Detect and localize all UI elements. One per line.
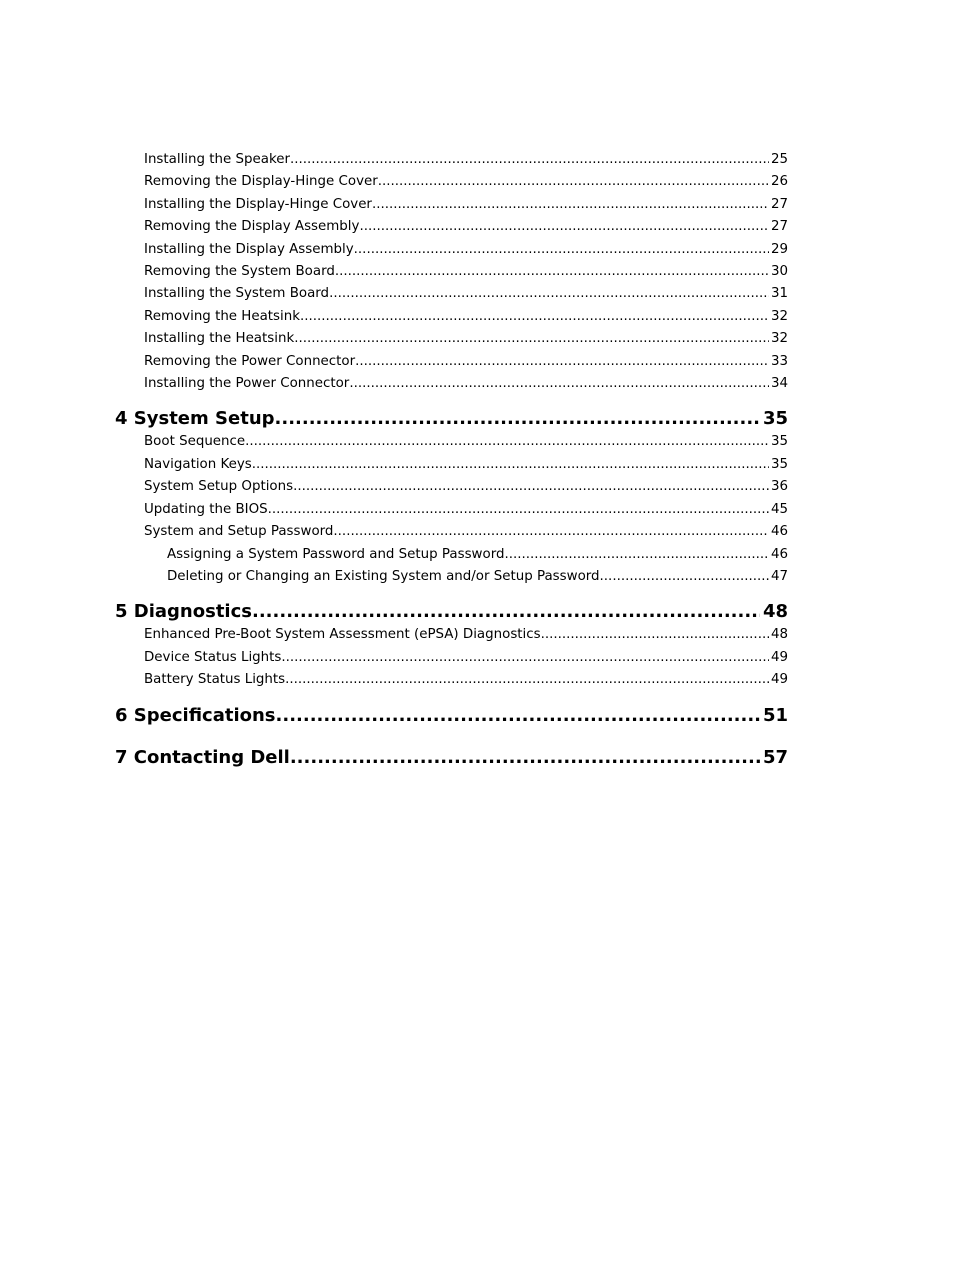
toc-entry-page: 33 [770,353,788,369]
toc-entry-title: Enhanced Pre-Boot System Assessment (ePSA) Diagnostics [144,627,541,643]
toc-entry-page: 26 [770,174,788,190]
toc-entry[interactable] [115,431,788,453]
toc-entry[interactable] [115,624,788,646]
toc-entry[interactable] [115,351,788,373]
toc-entry[interactable] [115,476,788,498]
toc-leader-dots [541,624,769,646]
toc-leader-dots [275,408,760,430]
toc-entry[interactable] [115,499,788,521]
toc-chapter-title: 4 System Setup [115,408,275,430]
toc-entry-title: Removing the Display Assembly [144,219,360,235]
toc-chapter-page: 48 [762,601,788,623]
toc-chapter-system-setup[interactable] [115,408,788,430]
toc-entry[interactable] [115,373,788,395]
toc-chapter-specifications[interactable] [115,705,788,727]
toc-entry[interactable] [115,454,788,476]
toc-leader-dots [290,747,760,769]
toc-entry-title: Boot Sequence [144,434,246,450]
toc-entry-page: 48 [770,627,788,643]
toc-chapter-page: 57 [762,746,788,768]
toc-leader-dots [252,601,760,623]
toc-entry-title: Device Status Lights [144,649,282,665]
toc-entry-page: 34 [770,376,788,392]
toc-leader-dots [359,216,769,238]
toc-leader-dots [329,283,769,305]
toc-entry-page: 36 [770,479,788,495]
toc-entry-title: Battery Status Lights [144,672,286,688]
toc-leader-dots [300,306,769,328]
toc-entry[interactable] [115,216,788,238]
toc-entry-title: Removing the Heatsink [144,308,300,324]
toc-leader-dots [276,705,760,727]
toc-subentry[interactable] [115,544,788,566]
toc-entry[interactable] [115,328,788,350]
toc-leader-dots [335,261,769,283]
toc-leader-dots [290,149,769,171]
toc-entry-title: Removing the System Board [144,264,335,280]
toc-chapter-contacting-dell[interactable] [115,747,788,769]
toc-entry-title: Installing the Heatsink [144,331,295,347]
toc-entry[interactable] [115,521,788,543]
toc-entry-title: System Setup Options [144,479,294,495]
toc-leader-dots [285,669,769,691]
toc-entry-title: Installing the Display-Hinge Cover [144,196,372,212]
toc-entry-page: 46 [770,524,788,540]
toc-entry-title: Updating the BIOS [144,501,268,517]
toc-entry[interactable] [115,647,788,669]
toc-leader-dots [245,431,769,453]
toc-entry[interactable] [115,261,788,283]
toc-subentry-page: 47 [770,568,788,584]
toc-entry-title: Installing the System Board [144,286,330,302]
toc-entry-page: 32 [770,308,788,324]
toc-entry-page: 29 [770,241,788,257]
toc-entry-title: Removing the Display-Hinge Cover [144,174,378,190]
toc-entry-title: Installing the Display Assembly [144,241,354,257]
toc-chapter-page: 51 [762,704,788,726]
toc-subentry-title: Assigning a System Password and Setup Password [167,546,505,562]
toc-entry[interactable] [115,149,788,171]
table-of-contents [115,149,788,770]
toc-entry[interactable] [115,171,788,193]
toc-subentry[interactable] [115,566,788,588]
toc-leader-dots [293,476,769,498]
toc-leader-dots [372,194,769,216]
toc-leader-dots [504,544,768,566]
toc-entry-page: 49 [770,649,788,665]
toc-entry-page: 32 [770,331,788,347]
toc-leader-dots [378,171,769,193]
toc-chapter-page: 35 [762,408,788,430]
toc-entry[interactable] [115,239,788,261]
toc-leader-dots [294,328,769,350]
toc-entry-page: 35 [770,434,788,450]
toc-leader-dots [281,647,769,669]
toc-leader-dots [355,351,769,373]
toc-entry[interactable] [115,669,788,691]
toc-entry-title: System and Setup Password [144,524,334,540]
toc-entry-page: 30 [770,264,788,280]
toc-chapter-title: 6 Specifications [115,704,276,726]
toc-entry-page: 35 [770,456,788,472]
toc-subentry-page: 46 [770,546,788,562]
toc-entry[interactable] [115,194,788,216]
toc-entry-title: Installing the Speaker [144,152,290,167]
toc-leader-dots [349,373,769,395]
toc-entry-title: Installing the Power Connector [144,376,350,392]
toc-chapter-title: 7 Contacting Dell [115,746,290,768]
toc-entry-page: 27 [770,196,788,212]
toc-leader-dots [354,239,769,261]
toc-entry[interactable] [115,306,788,328]
toc-entry-page: 49 [770,672,788,688]
toc-entry-page: 45 [770,501,788,517]
toc-entry-page: 25 [770,152,788,167]
toc-leader-dots [268,499,769,521]
toc-entry[interactable] [115,283,788,305]
toc-leader-dots [600,566,769,588]
toc-entry-page: 31 [770,286,788,302]
toc-chapter-diagnostics[interactable] [115,601,788,623]
toc-leader-dots [252,454,769,476]
toc-entry-title: Removing the Power Connector [144,353,356,369]
toc-entry-page: 27 [770,219,788,235]
toc-subentry-title: Deleting or Changing an Existing System and/or Setup Password [167,568,600,584]
toc-leader-dots [333,521,769,543]
toc-entry-title: Navigation Keys [144,456,252,472]
toc-chapter-title: 5 Diagnostics [115,601,252,623]
